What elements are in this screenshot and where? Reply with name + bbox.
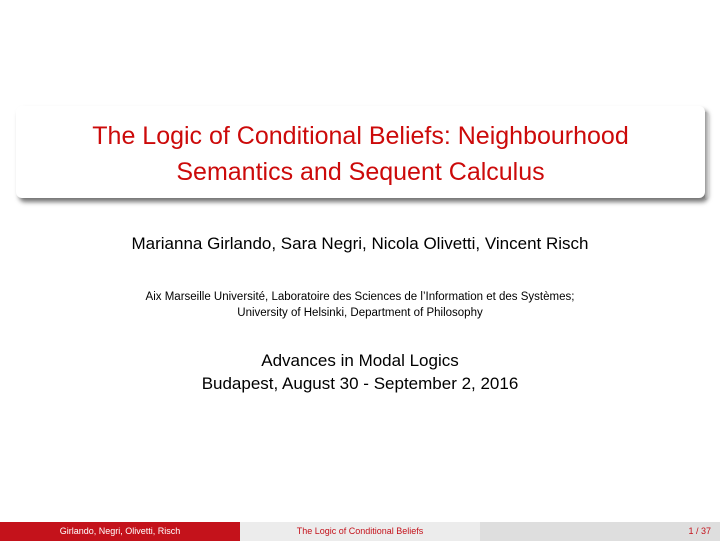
event-date-location: Budapest, August 30 - September 2, 2016: [201, 374, 519, 393]
affiliations: [0, 289, 720, 321]
footer-bar: [0, 522, 720, 541]
title-block: [16, 106, 705, 198]
affiliation-line-2: University of Helsinki, Department of Philosophy: [237, 307, 483, 319]
presentation-title: [16, 118, 705, 190]
affiliation-line-1: Aix Marseille Université, Laboratoire des Sciences de l’Information et des Systèmes;: [145, 291, 575, 303]
footer-title: The Logic of Conditional Beliefs: [240, 522, 480, 541]
title-line-2: Semantics and Sequent Calculus: [176, 158, 545, 186]
title-line-1: The Logic of Conditional Beliefs: Neighbourhood: [92, 122, 629, 150]
event-info: [0, 349, 720, 395]
author-list: Marianna Girlando, Sara Negri, Nicola Olivetti, Vincent Risch: [131, 234, 589, 253]
footer-authors: Girlando, Negri, Olivetti, Risch: [0, 522, 240, 541]
event-name: Advances in Modal Logics: [261, 351, 459, 370]
footer-page-number: 1 / 37: [480, 522, 720, 541]
